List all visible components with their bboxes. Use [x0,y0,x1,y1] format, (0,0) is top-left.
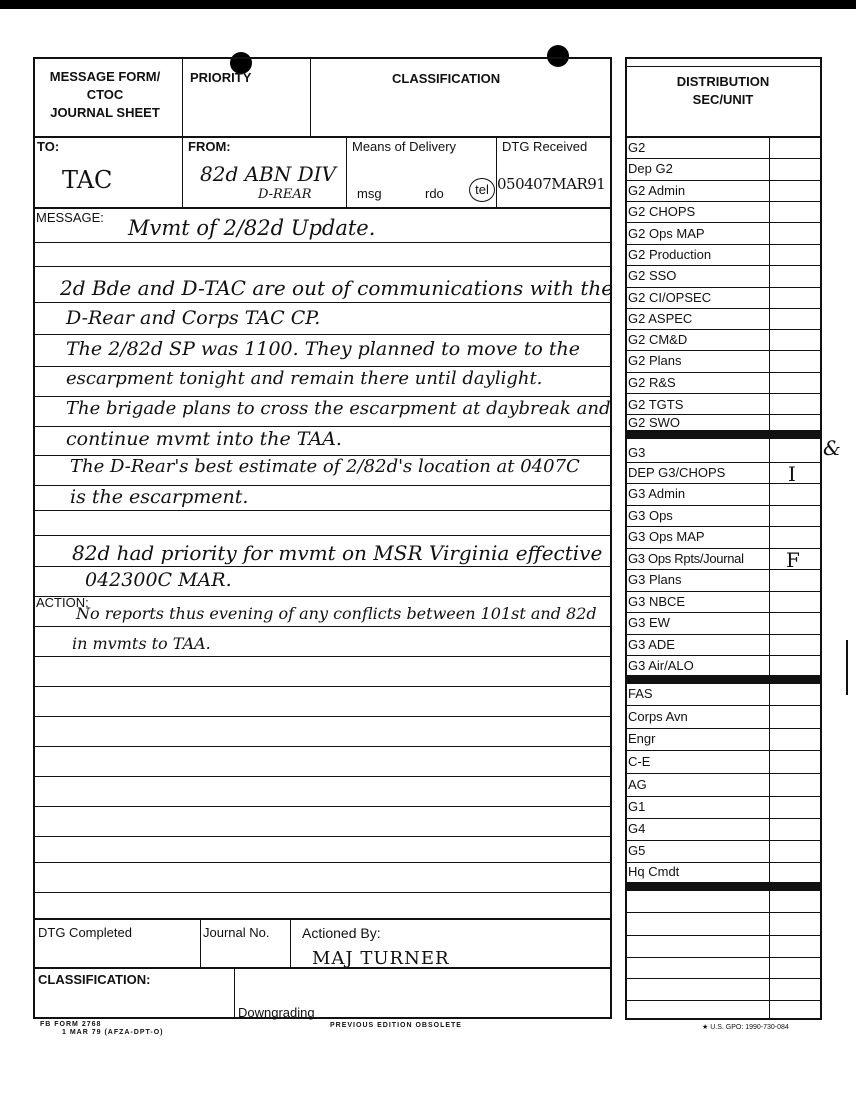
dist-item-g5: G5 [628,843,646,858]
message-line: 82d had priority for mvmt on MSR Virginia effective [72,541,603,565]
message-line: D-Rear and Corps TAC CP. [66,307,321,329]
means-of-delivery-label: Means of Delivery [352,139,457,154]
dist-item-g2-aspec: G2 ASPEC [628,311,693,326]
means-tel-circled: tel [469,178,495,202]
form-number: FB FORM 2768 [40,1021,102,1028]
dist-item-g2-plans: G2 Plans [628,353,682,368]
to-value: TAC [62,166,113,194]
priority-label: PRIORITY [190,70,252,85]
top-edge-bar [0,0,856,9]
action-line: No reports thus evening of any conflicts between 101st and 82d [76,604,597,623]
dist-item-fas: FAS [628,686,653,701]
dist-item-g3-admin: G3 Admin [628,486,686,501]
from-value: 82d ABN DIV [200,162,336,186]
dist-item-g3-ops-rpts-journal: G3 Ops Rpts/Journal [628,551,744,566]
from-value-sub: D-REAR [258,187,312,202]
dist-item-g2: G2 [628,140,646,155]
message-label: MESSAGE: [36,210,104,225]
scan-artifact [846,640,848,695]
from-label: FROM: [188,139,231,154]
dist-item-g2-swo: G2 SWO [628,415,681,430]
dist-item-g3-ops-map: G3 Ops MAP [628,529,705,544]
dist-item-engr: Engr [628,731,656,746]
dist-item-g2-tgts: G2 TGTS [628,397,684,412]
action-line: in mvmts to TAA. [72,634,211,653]
message-line: continue mvmt into the TAA. [66,428,342,450]
form-date: 1 MAR 79 (AFZA-DPT-O) [62,1029,164,1036]
section-divider [625,675,821,684]
distribution-header: DISTRIBUTION SEC/UNIT [676,74,770,107]
form-title: MESSAGE FORM/ CTOC JOURNAL SHEET [49,69,161,120]
dist-item-g2-rs: G2 R&S [628,375,676,390]
dist-item-ag: AG [628,777,647,792]
dist-item-g3-nbce: G3 NBCE [628,594,686,609]
punch-hole-right [547,45,569,67]
dtg-received-label: DTG Received [502,139,588,154]
action-label: ACTION: [36,595,89,610]
message-line: The brigade plans to cross the escarpment at daybreak and [66,398,611,419]
journal-no-label: Journal No. [203,925,270,940]
dist-item-g3-ade: G3 ADE [628,637,675,652]
actioned-by-label: Actioned By: [302,925,381,941]
dist-item-g2-chops: G2 CHOPS [628,204,696,219]
dist-item-g3: G3 [628,445,646,460]
dtg-received-value: 050407MAR91 [497,175,606,193]
dist-item-corps-avn: Corps Avn [628,709,688,724]
dist-item-g2-ops-map: G2 Ops MAP [628,226,705,241]
dist-item-g2-cmd: G2 CM&D [628,332,688,347]
message-subject: Mvmt of 2/82d Update. [128,216,376,240]
means-rdo: rdo [425,186,444,201]
dist-item-g2-ci-opsec: G2 CI/OPSEC [628,290,712,305]
section-divider [625,882,821,891]
dist-item-g2-production: G2 Production [628,247,712,262]
message-line: is the escarpment. [70,486,249,508]
message-line: 2d Bde and D-TAC are out of communications with the [60,276,614,300]
actioned-by-value: MAJ TURNER [312,948,450,969]
dtg-completed-label: DTG Completed [38,925,132,940]
means-msg: msg [357,186,382,201]
mark-g3: & [823,436,841,460]
dist-item-g4: G4 [628,821,646,836]
message-line: escarpment tonight and remain there until daylight. [66,368,543,389]
mark-g3-ops-rpts: F [786,548,800,572]
dist-item-g3-air-alo: G3 Air/ALO [628,658,694,673]
message-line: 042300C MAR. [85,569,232,591]
dist-item-g3-ops: G3 Ops [628,508,673,523]
message-line: The D-Rear's best estimate of 2/82d's location at 0407C [70,456,580,477]
dist-item-g3-plans: G3 Plans [628,572,682,587]
classification-label: CLASSIFICATION [392,71,501,86]
dist-item-g3-ew: G3 EW [628,615,670,630]
previous-edition-note: PREVIOUS EDITION OBSOLETE [330,1022,462,1029]
dist-item-dep-g3-chops: DEP G3/CHOPS [628,465,726,480]
dist-item-dep-g2: Dep G2 [628,161,673,176]
dist-item-g2-admin: G2 Admin [628,183,686,198]
to-label: TO: [37,139,60,154]
section-divider [625,430,821,439]
downgrading-label: Downgrading [238,1005,315,1020]
classification-bottom-label: CLASSIFICATION: [38,972,151,987]
message-line: The 2/82d SP was 1100. They planned to move to the [66,338,580,360]
dist-item-hq-cmdt: Hq Cmdt [628,864,680,879]
dist-item-g2-sso: G2 SSO [628,268,677,283]
mark-dep-g3-chops: I [788,462,796,486]
gpo-note: ★ U.S. GPO: 1990-730-084 [702,1024,789,1031]
dist-item-c-e: C-E [628,754,651,769]
dist-item-g1: G1 [628,799,646,814]
